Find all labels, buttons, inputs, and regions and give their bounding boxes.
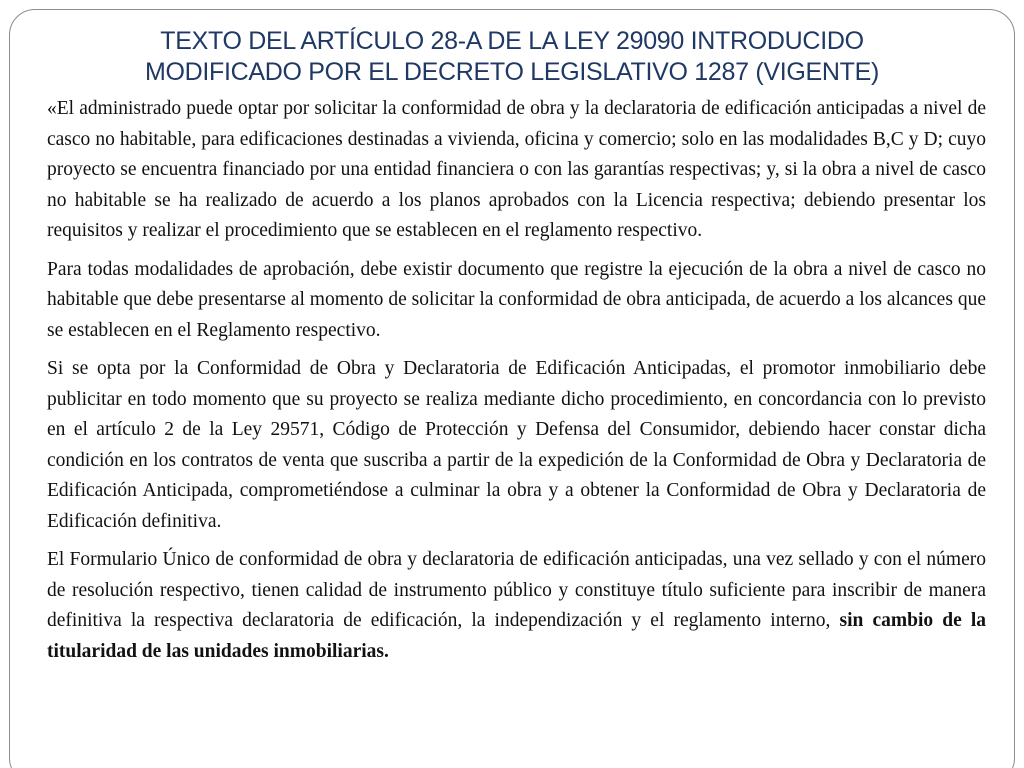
slide-title <box>40 26 984 88</box>
paragraph-2: Para todas modalidades de aprobación, debe existir documento que registre la ejecución de la obra a nivel de casco no habitable que debe presentarse al momento de solicitar la conformidad de obra anticipada, de acuerdo a los alcances que se establecen en el Reglamento respectivo. <box>47 258 986 341</box>
paragraph-1: «El administrado puede optar por solicitar la conformidad de obra y la declaratoria de edificación anticipadas a nivel de casco no habitable, para edificaciones destinadas a vivienda, oficina y comercio; solo en las modalidades B,C y D; cuyo proyecto se encuentra financiado por una entidad financiera o con las garantías respectivas; y, si la obra a nivel de casco no habitable se ha realizado de acuerdo a los planos aprobados con la Licencia respectiva; debiendo presentar los requisitos y realizar el procedimiento que se establecen en el reglamento respectivo. <box>47 98 986 241</box>
paragraph-3: Si se opta por la Conformidad de Obra y Declaratoria de Edificación Anticipadas, el promotor inmobiliario debe publicitar en todo momento que su proyecto se realiza mediante dicho procedimiento, en concordancia con lo previsto en el artículo 2 de la Ley 29571, Código de Protección y Defensa del Consumidor, debiendo hacer constar dicha condición en los contratos de venta que suscriba a partir de la expedición de la Conformidad de Obra y Declaratoria de Edificación Anticipada, comprometiéndose a culminar la obra y a obtener la Conformidad de Obra y Declaratoria de Edificación definitiva. <box>47 358 986 532</box>
paragraph-4-emphasis: sin cambio de la titularidad de las unidades inmobiliarias. <box>47 610 986 662</box>
title-line-1: TEXTO DEL ARTÍCULO 28-A DE LA LEY 29090 INTRODUCIDO <box>160 27 864 55</box>
title-line-2: MODIFICADO POR EL DECRETO LEGISLATIVO 1287 (VIGENTE) <box>144 58 880 86</box>
article-text <box>47 94 986 675</box>
paragraph-4-text: El Formulario Único de conformidad de obra y declaratoria de edificación anticipadas, una vez sellado y con el número de resolución respectivo, tienen calidad de instrumento público y constituye título suficiente para inscribir de manera definitiva la respectiva declaratoria de edificación, la independización y el reglamento interno, <box>47 549 986 631</box>
paragraph-4 <box>47 545 986 667</box>
